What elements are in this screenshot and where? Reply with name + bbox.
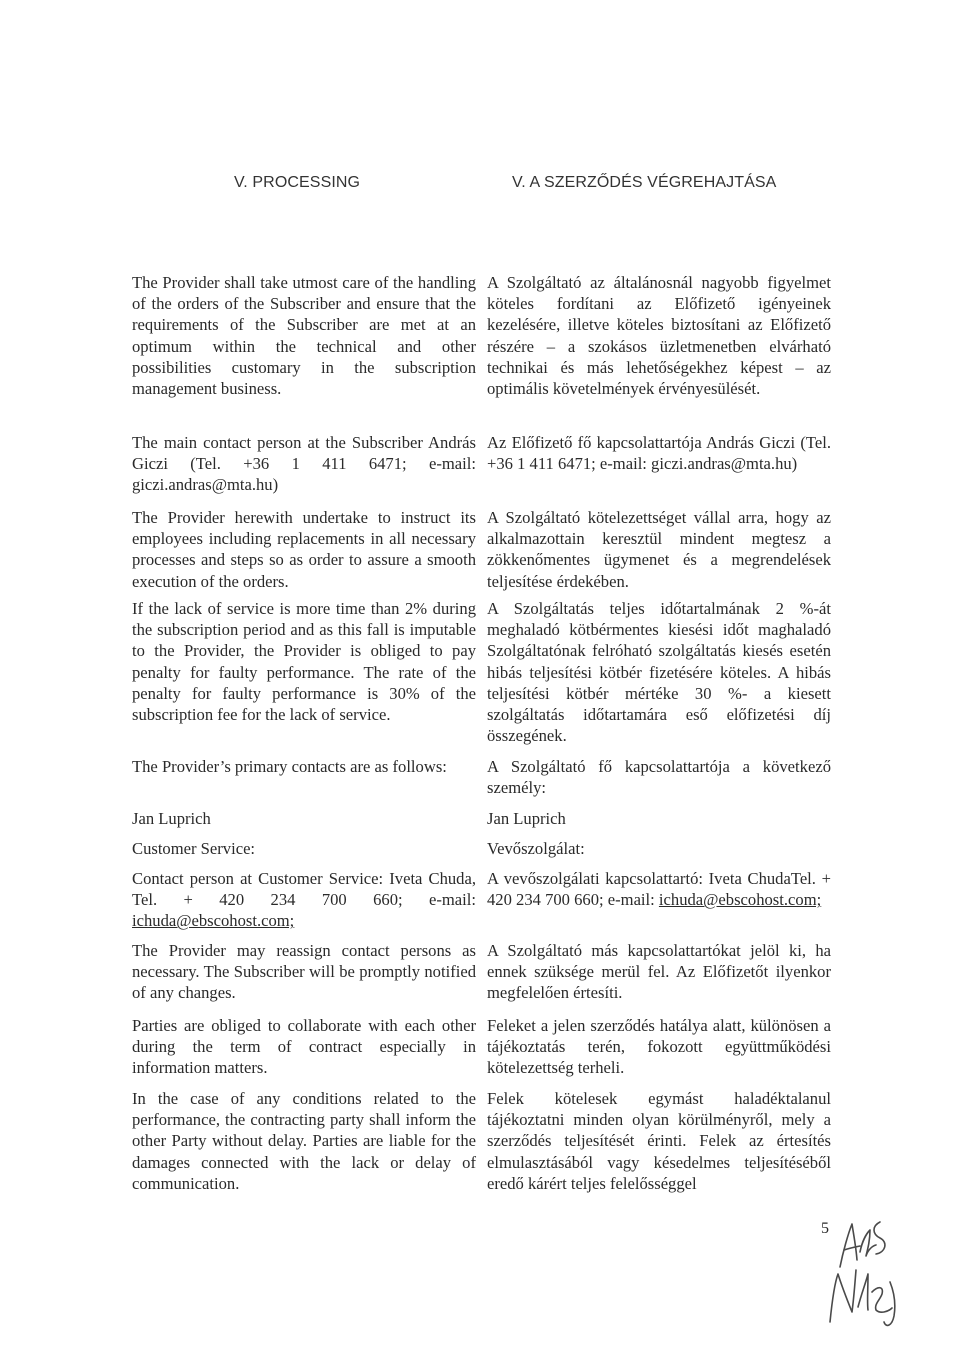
en-paragraph-conditions: In the case of any conditions related to the performance, the contracting party shall inform the other Party without delay. Parties are liable for the damages connected with the lack or delay of communication. [132, 1089, 476, 1193]
en-paragraph-penalty: If the lack of service is more time than 2% during the subscription period and as this fall is imputable to the Provider, the Provider is obliged to pay penalty for faulty performance. The rate of the penalty for faulty performance is 30% of the subscription fee for the lack of service. [132, 599, 476, 725]
hu-paragraph-conditions: Felek kötelesek egymást haladéktalanul tájékoztatni minden olyan körülményről, mely a szerződés teljesítését érinti. Felek az értesítés elmulasztásából vagy késedelmes teljesítéséből eredő kárért teljes felelősséggel [487, 1089, 831, 1193]
hu-paragraph-contact: Az Előfizető fő kapcsolattartója András Giczi (Tel. +36 1 411 6471; e-mail: giczi.andras@mta.hu) [487, 433, 831, 474]
en-paragraph-reassign: The Provider may reassign contact persons as necessary. The Subscriber will be promptly notified of any changes. [132, 941, 476, 1003]
hu-paragraph-reassign: A Szolgáltató más kapcsolattartókat jelöl ki, ha ennek szüksége merül fel. Az Előfizetőt ilyenkor megfelelően értesíti. [487, 941, 831, 1003]
handwritten-initials-signature [810, 1212, 920, 1332]
en-cs-contact-text: Contact person at Customer Service: Iveta Chuda, Tel. + 420 234 700 660; e-mail: [132, 869, 476, 910]
en-paragraph-care: The Provider shall take utmost care of the handling of the orders of the Subscriber and ensure that the requirements of the Subscriber are met at an optimum within the technical and other possibilities customary in the subscription management business. [132, 273, 476, 399]
heading-hu: V. A SZERZŐDÉS VÉGREHAJTÁSA [512, 174, 777, 191]
en-paragraph-contact: The main contact person at the Subscriber András Giczi (Tel. +36 1 411 6471; e-mail: giczi.andras@mta.hu) [132, 433, 476, 495]
hu-paragraph-primary-contacts: A Szolgáltató fő kapcsolattartója a következő személy: [487, 757, 831, 798]
hu-paragraph-cs-contact [487, 868, 831, 910]
en-paragraph-cs-contact [132, 868, 476, 932]
hu-customer-service: Vevőszolgálat: [487, 839, 585, 858]
en-customer-service: Customer Service: [132, 839, 256, 858]
hu-email-link[interactable]: ichuda@ebscohost.com; [658, 890, 822, 910]
en-paragraph-collaborate: Parties are obliged to collaborate with each other during the term of contract especially in information matters. [132, 1016, 476, 1078]
en-paragraph-primary-contacts: The Provider’s primary contacts are as follows: [132, 757, 447, 776]
hu-paragraph-instruct: A Szolgáltató kötelezettséget vállal arra, hogy az alkalmazottain keresztül mindent megtesz a zökkenőmentes ügymenet és a megrendelések teljesítése érdekében. [487, 508, 831, 591]
en-email-link[interactable]: ichuda@ebscohost.com; [132, 911, 295, 931]
hu-paragraph-collaborate: Feleket a jelen szerződés hatálya alatt, különösen a tájékoztatás terén, fokozott együttműködési kötelezettség terheli. [487, 1016, 831, 1078]
hu-paragraph-penalty: A Szolgáltatás teljes időtartalmának 2 %-át meghaladó kötbérmentes kiesési időt maghaladó Szolgáltatónak felróható szolgáltatás kiesés esetén hibás teljesítési kötbér fizetésére köteles. A hibás teljesítési kötbér mértéke 30 %- a kiesett szolgáltatás időtartamára eső előfizetési díj összegének. [487, 599, 831, 746]
hu-cs-contact-text: A vevőszolgálati kapcsolattartó: Iveta ChudaTel. + 420 234 700 660; e-mail: [487, 869, 831, 910]
en-paragraph-instruct: The Provider herewith undertake to instruct its employees including replacements in all necessary processes and steps so as order to assure a smooth execution of the orders. [132, 508, 476, 591]
heading-en: V. PROCESSING [234, 174, 361, 191]
en-contact-name: Jan Luprich [132, 809, 211, 828]
hu-contact-name: Jan Luprich [487, 809, 566, 828]
hu-paragraph-care: A Szolgáltató az általánosnál nagyobb figyelmet köteles fordítani az Előfizető igényeinek kezelésére, illetve köteles biztosítani az Előfizető részére – a szokásos üzletmenetben elvárható technikai és más lehetőségekhez képest – az optimális követelmények érvényesülését. [487, 273, 831, 399]
page-number: 5 [821, 1220, 829, 1237]
